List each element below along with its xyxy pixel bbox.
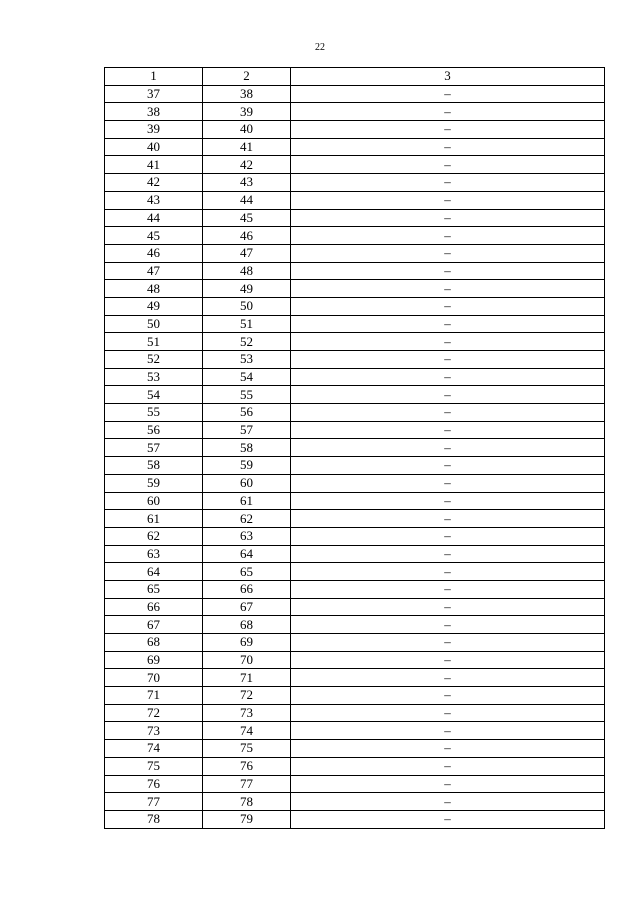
table-cell-col-1: 72 xyxy=(105,704,203,722)
table-cell-col-1: 52 xyxy=(105,351,203,369)
table-cell-col-3: – xyxy=(291,669,605,687)
table-cell-col-2: 56 xyxy=(203,404,291,422)
table-cell-col-2: 64 xyxy=(203,545,291,563)
table-cell-col-3: – xyxy=(291,740,605,758)
table-cell-col-1: 58 xyxy=(105,457,203,475)
table-cell-col-1: 73 xyxy=(105,722,203,740)
table-row xyxy=(105,333,605,351)
table-cell-col-1: 69 xyxy=(105,651,203,669)
table-row xyxy=(105,191,605,209)
table-row xyxy=(105,580,605,598)
table-row xyxy=(105,174,605,192)
table-row xyxy=(105,297,605,315)
table-cell-col-2: 60 xyxy=(203,474,291,492)
table-cell-col-1: 64 xyxy=(105,563,203,581)
table-cell-col-3: – xyxy=(291,598,605,616)
table-cell-col-3: – xyxy=(291,315,605,333)
table-cell-col-3: – xyxy=(291,651,605,669)
table-cell-col-3: – xyxy=(291,156,605,174)
table-cell-col-1: 67 xyxy=(105,616,203,634)
table-cell-col-2: 54 xyxy=(203,368,291,386)
data-table xyxy=(104,67,605,829)
table-body xyxy=(105,85,605,828)
table-cell-col-3: – xyxy=(291,634,605,652)
table-row xyxy=(105,244,605,262)
table-cell-col-2: 71 xyxy=(203,669,291,687)
table-cell-col-2: 73 xyxy=(203,704,291,722)
table-row xyxy=(105,616,605,634)
table-cell-col-1: 49 xyxy=(105,297,203,315)
table-cell-col-2: 53 xyxy=(203,351,291,369)
table-cell-col-1: 39 xyxy=(105,121,203,139)
table-cell-col-1: 53 xyxy=(105,368,203,386)
table-cell-col-3: – xyxy=(291,368,605,386)
table-cell-col-2: 67 xyxy=(203,598,291,616)
table-row xyxy=(105,262,605,280)
table-cell-col-1: 43 xyxy=(105,191,203,209)
table-cell-col-1: 57 xyxy=(105,439,203,457)
table-cell-col-3: – xyxy=(291,527,605,545)
table-cell-col-1: 50 xyxy=(105,315,203,333)
table-cell-col-2: 55 xyxy=(203,386,291,404)
table-cell-col-1: 46 xyxy=(105,244,203,262)
table-cell-col-1: 65 xyxy=(105,580,203,598)
table-cell-col-1: 74 xyxy=(105,740,203,758)
table-cell-col-3: – xyxy=(291,404,605,422)
table-row xyxy=(105,121,605,139)
table-cell-col-2: 43 xyxy=(203,174,291,192)
table-cell-col-2: 48 xyxy=(203,262,291,280)
table-cell-col-1: 44 xyxy=(105,209,203,227)
table-cell-col-3: – xyxy=(291,580,605,598)
table-cell-col-2: 45 xyxy=(203,209,291,227)
table-cell-col-3: – xyxy=(291,616,605,634)
table-cell-col-1: 42 xyxy=(105,174,203,192)
table-cell-col-1: 60 xyxy=(105,492,203,510)
table-cell-col-2: 74 xyxy=(203,722,291,740)
table-row xyxy=(105,634,605,652)
table-cell-col-3: – xyxy=(291,492,605,510)
table-row xyxy=(105,545,605,563)
table-cell-col-2: 38 xyxy=(203,85,291,103)
table-cell-col-3: – xyxy=(291,138,605,156)
table-cell-col-2: 42 xyxy=(203,156,291,174)
table-cell-col-1: 77 xyxy=(105,793,203,811)
table-row xyxy=(105,810,605,828)
column-header-1: 1 xyxy=(105,68,203,86)
table-cell-col-2: 62 xyxy=(203,510,291,528)
table-cell-col-3: – xyxy=(291,191,605,209)
table-cell-col-1: 48 xyxy=(105,280,203,298)
table-row xyxy=(105,280,605,298)
table-row xyxy=(105,315,605,333)
table-cell-col-3: – xyxy=(291,474,605,492)
table-cell-col-3: – xyxy=(291,439,605,457)
table-row xyxy=(105,421,605,439)
table-row xyxy=(105,474,605,492)
table-cell-col-3: – xyxy=(291,810,605,828)
table-cell-col-2: 61 xyxy=(203,492,291,510)
table-row xyxy=(105,687,605,705)
page-number: 22 xyxy=(315,42,325,53)
table-cell-col-1: 75 xyxy=(105,757,203,775)
table-cell-col-1: 76 xyxy=(105,775,203,793)
table-cell-col-3: – xyxy=(291,793,605,811)
table-cell-col-1: 66 xyxy=(105,598,203,616)
table-row xyxy=(105,368,605,386)
table-row xyxy=(105,704,605,722)
table-cell-col-1: 59 xyxy=(105,474,203,492)
table-cell-col-1: 71 xyxy=(105,687,203,705)
table-cell-col-1: 68 xyxy=(105,634,203,652)
table-cell-col-2: 50 xyxy=(203,297,291,315)
table-row xyxy=(105,510,605,528)
table-cell-col-3: – xyxy=(291,209,605,227)
table-cell-col-3: – xyxy=(291,262,605,280)
table-cell-col-3: – xyxy=(291,563,605,581)
table-cell-col-3: – xyxy=(291,103,605,121)
table-cell-col-3: – xyxy=(291,297,605,315)
table-cell-col-2: 57 xyxy=(203,421,291,439)
table-cell-col-3: – xyxy=(291,174,605,192)
table-cell-col-3: – xyxy=(291,85,605,103)
table-row xyxy=(105,492,605,510)
table-cell-col-2: 78 xyxy=(203,793,291,811)
table-cell-col-2: 68 xyxy=(203,616,291,634)
table-cell-col-3: – xyxy=(291,687,605,705)
table-cell-col-1: 61 xyxy=(105,510,203,528)
table-cell-col-1: 54 xyxy=(105,386,203,404)
table-row xyxy=(105,651,605,669)
table-cell-col-3: – xyxy=(291,775,605,793)
table-cell-col-2: 77 xyxy=(203,775,291,793)
column-header-3: 3 xyxy=(291,68,605,86)
table-row xyxy=(105,85,605,103)
table-cell-col-2: 44 xyxy=(203,191,291,209)
table-cell-col-2: 79 xyxy=(203,810,291,828)
table-cell-col-3: – xyxy=(291,227,605,245)
table-cell-col-1: 78 xyxy=(105,810,203,828)
table-row xyxy=(105,669,605,687)
table-row xyxy=(105,227,605,245)
table-row xyxy=(105,103,605,121)
table-row xyxy=(105,386,605,404)
table-cell-col-2: 51 xyxy=(203,315,291,333)
table-row xyxy=(105,439,605,457)
table-cell-col-1: 62 xyxy=(105,527,203,545)
table-cell-col-2: 59 xyxy=(203,457,291,475)
table-row xyxy=(105,722,605,740)
table-cell-col-1: 55 xyxy=(105,404,203,422)
table-row xyxy=(105,757,605,775)
table-row xyxy=(105,598,605,616)
table-cell-col-3: – xyxy=(291,121,605,139)
table-cell-col-2: 75 xyxy=(203,740,291,758)
table-cell-col-3: – xyxy=(291,386,605,404)
table-cell-col-1: 51 xyxy=(105,333,203,351)
table-cell-col-2: 47 xyxy=(203,244,291,262)
table-row xyxy=(105,209,605,227)
table-cell-col-2: 41 xyxy=(203,138,291,156)
table-cell-col-2: 52 xyxy=(203,333,291,351)
table-cell-col-3: – xyxy=(291,704,605,722)
column-header-2: 2 xyxy=(203,68,291,86)
table-cell-col-2: 46 xyxy=(203,227,291,245)
table-cell-col-3: – xyxy=(291,351,605,369)
table-cell-col-2: 76 xyxy=(203,757,291,775)
table-row xyxy=(105,457,605,475)
table-row xyxy=(105,563,605,581)
table-row xyxy=(105,351,605,369)
table-cell-col-2: 49 xyxy=(203,280,291,298)
table-cell-col-1: 63 xyxy=(105,545,203,563)
table-row xyxy=(105,740,605,758)
table-cell-col-3: – xyxy=(291,421,605,439)
table-header-row xyxy=(105,68,605,86)
table-cell-col-1: 40 xyxy=(105,138,203,156)
table-row xyxy=(105,138,605,156)
table-cell-col-3: – xyxy=(291,722,605,740)
table-cell-col-3: – xyxy=(291,510,605,528)
table-cell-col-3: – xyxy=(291,333,605,351)
table-cell-col-2: 66 xyxy=(203,580,291,598)
table-cell-col-3: – xyxy=(291,545,605,563)
table-cell-col-3: – xyxy=(291,280,605,298)
table-cell-col-2: 72 xyxy=(203,687,291,705)
table-cell-col-2: 69 xyxy=(203,634,291,652)
table-cell-col-2: 40 xyxy=(203,121,291,139)
table-cell-col-2: 70 xyxy=(203,651,291,669)
table-row xyxy=(105,775,605,793)
table-row xyxy=(105,404,605,422)
table-cell-col-1: 41 xyxy=(105,156,203,174)
table-cell-col-1: 37 xyxy=(105,85,203,103)
table-row xyxy=(105,156,605,174)
table-cell-col-2: 65 xyxy=(203,563,291,581)
table-cell-col-1: 70 xyxy=(105,669,203,687)
table-cell-col-1: 45 xyxy=(105,227,203,245)
table-cell-col-2: 39 xyxy=(203,103,291,121)
table-cell-col-2: 63 xyxy=(203,527,291,545)
table-row xyxy=(105,527,605,545)
table-cell-col-2: 58 xyxy=(203,439,291,457)
table-cell-col-1: 56 xyxy=(105,421,203,439)
table-cell-col-3: – xyxy=(291,757,605,775)
table-cell-col-3: – xyxy=(291,244,605,262)
table-cell-col-3: – xyxy=(291,457,605,475)
table-cell-col-1: 38 xyxy=(105,103,203,121)
table-row xyxy=(105,793,605,811)
table-cell-col-1: 47 xyxy=(105,262,203,280)
